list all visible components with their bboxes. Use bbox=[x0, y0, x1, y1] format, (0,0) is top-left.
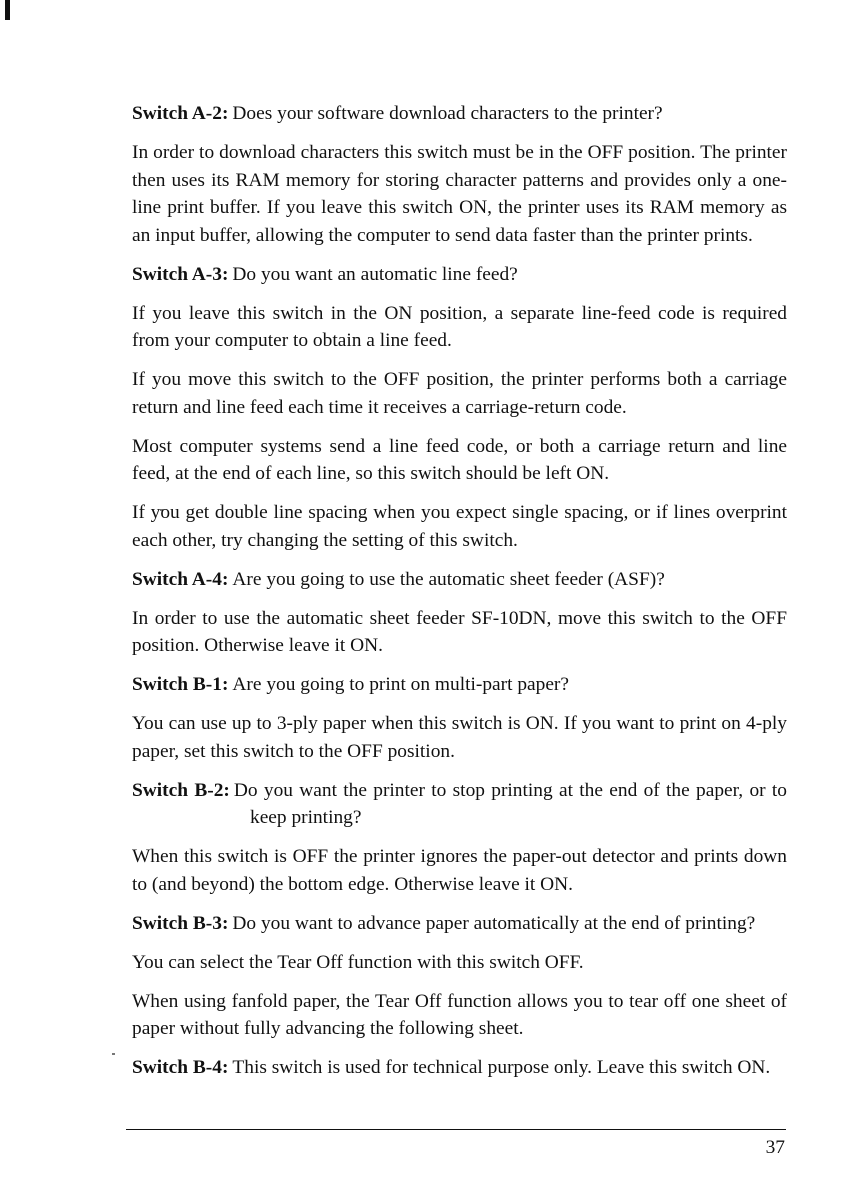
switch-question: Do you want the printer to stop printing at the end of the paper, or to keep printing? bbox=[233, 779, 787, 828]
body-paragraph: You can use up to 3-ply paper when this switch is ON. If you want to print on 4-ply paper, set this switch to the OFF position. bbox=[132, 713, 787, 762]
switch-question: Are you going to use the automatic sheet feeder (ASF)? bbox=[232, 568, 665, 590]
manual-page-body bbox=[132, 100, 787, 1093]
switch-label: Switch B-4: bbox=[132, 1057, 229, 1078]
section-heading bbox=[132, 100, 787, 128]
switch-question: Do you want to advance paper automatically at the end of printing? bbox=[232, 912, 756, 934]
body-paragraph: In order to download characters this switch must be in the OFF position. The printer then uses its RAM memory for storing character patterns and provides only a one-line print buffer. If you leave this switch ON, the printer uses its RAM memory as an input buffer, allowing the computer to send data faster than the printer prints. bbox=[132, 142, 787, 246]
body-paragraph: When this switch is OFF the printer ignores the paper-out detector and prints down to (and beyond) the bottom edge. Otherwise leave it ON. bbox=[132, 846, 787, 895]
section-switch-b1 bbox=[132, 671, 787, 765]
switch-label: Switch B-1: bbox=[132, 674, 229, 695]
section-switch-a3 bbox=[132, 261, 787, 555]
section-switch-b4 bbox=[132, 1054, 787, 1082]
body-paragraph: You can select the Tear Off function with this switch OFF. bbox=[132, 951, 584, 973]
switch-label: Switch B-2: bbox=[132, 779, 230, 801]
footer-rule bbox=[126, 1129, 786, 1130]
page-edge-mark bbox=[5, 0, 10, 20]
body-paragraph: If you move this switch to the OFF position, the printer performs both a carriage return and line feed each time it receives a carriage-return code. bbox=[132, 369, 787, 418]
switch-question: Does your software download characters to the printer? bbox=[232, 103, 663, 124]
page-number: 37 bbox=[765, 1137, 785, 1158]
section-switch-b3 bbox=[132, 910, 787, 1043]
section-heading bbox=[132, 777, 787, 832]
body-paragraph: When using fanfold paper, the Tear Off function allows you to tear off one sheet of paper without fully advancing the following sheet. bbox=[132, 990, 787, 1039]
section-heading bbox=[132, 261, 787, 289]
scan-speck bbox=[112, 1053, 115, 1055]
body-paragraph: Most computer systems send a line feed code, or both a carriage return and line feed, at the end of each line, so this switch should be left ON. bbox=[132, 435, 787, 484]
switch-label: Switch A-3: bbox=[132, 263, 229, 285]
section-heading bbox=[132, 910, 787, 938]
section-heading bbox=[132, 1054, 787, 1082]
body-paragraph: In order to use the automatic sheet feeder SF-10DN, move this switch to the OFF position. Otherwise leave it ON. bbox=[132, 607, 787, 656]
switch-question: Are you going to print on multi-part paper? bbox=[232, 674, 569, 695]
body-paragraph: If you get double line spacing when you expect single spacing, or if lines overprint each other, try changing the setting of this switch. bbox=[132, 502, 787, 551]
section-switch-a2 bbox=[132, 100, 787, 249]
section-switch-b2 bbox=[132, 777, 787, 899]
switch-label: Switch B-3: bbox=[132, 912, 229, 934]
section-switch-a4 bbox=[132, 566, 787, 660]
body-paragraph: If you leave this switch in the ON position, a separate line-feed code is required from your computer to obtain a line feed. bbox=[132, 302, 787, 351]
switch-question: This switch is used for technical purpose only. Leave this switch ON. bbox=[232, 1057, 771, 1078]
switch-label: Switch A-4: bbox=[132, 568, 229, 590]
section-heading bbox=[132, 671, 787, 699]
switch-label: Switch A-2: bbox=[132, 103, 229, 124]
switch-question: Do you want an automatic line feed? bbox=[232, 263, 518, 285]
section-heading bbox=[132, 566, 787, 594]
